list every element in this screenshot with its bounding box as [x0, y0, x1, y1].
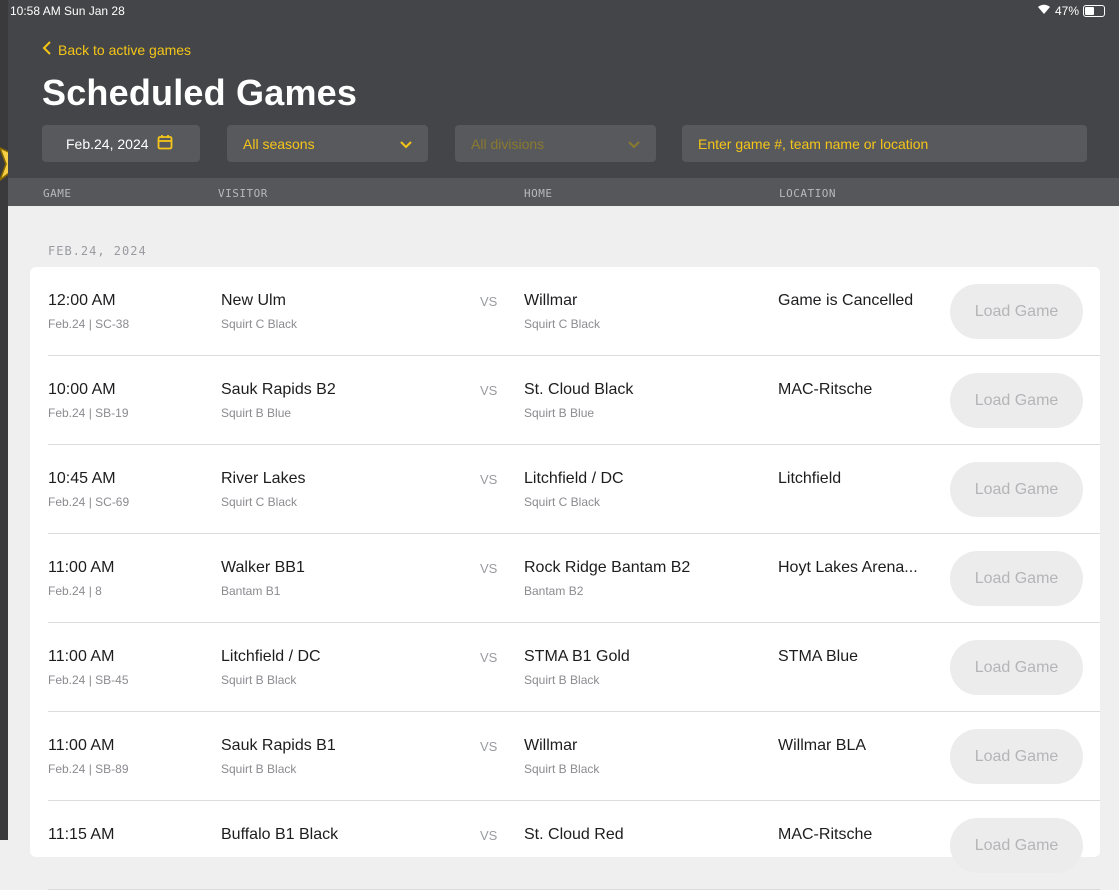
- visitor-division: Squirt B Blue: [221, 406, 292, 420]
- load-game-button[interactable]: Load Game: [950, 729, 1083, 784]
- vs-label: VS: [480, 294, 498, 309]
- game-location: Litchfield: [778, 470, 842, 487]
- game-row: [30, 712, 1100, 801]
- chevron-left-icon: [42, 41, 52, 58]
- game-meta: Feb.24 | 8: [48, 584, 102, 598]
- game-time: 11:00 AM: [48, 648, 115, 665]
- home-division: Squirt C Black: [524, 495, 601, 509]
- game-row: [30, 267, 1100, 356]
- load-game-button[interactable]: Load Game: [950, 640, 1083, 695]
- visitor-team: River Lakes: [221, 470, 306, 487]
- visitor-division: Squirt C Black: [221, 317, 298, 331]
- visitor-team: Walker BB1: [221, 559, 305, 576]
- game-location: STMA Blue: [778, 648, 859, 665]
- battery-percent: 47%: [1054, 4, 1079, 18]
- game-location: Willmar BLA: [778, 737, 867, 754]
- game-row: [30, 534, 1100, 623]
- home-team: Rock Ridge Bantam B2: [524, 559, 691, 576]
- home-division: Squirt B Blue: [524, 406, 595, 420]
- visitor-division: Squirt C Black: [221, 495, 298, 509]
- game-row: [30, 623, 1100, 712]
- calendar-icon: [157, 134, 173, 153]
- vs-label: VS: [480, 650, 498, 665]
- status-indicators: [1037, 4, 1105, 18]
- header: [8, 0, 1119, 206]
- visitor-division: Bantam B1: [221, 584, 281, 598]
- game-meta: Feb.24 | SB-45: [48, 673, 129, 687]
- chevron-down-icon: [400, 136, 412, 152]
- home-team: STMA B1 Gold: [524, 648, 630, 665]
- home-division: Squirt C Black: [524, 317, 601, 331]
- division-select-value: All divisions: [471, 135, 545, 152]
- game-meta: Feb.24 | SB-89: [48, 762, 129, 776]
- home-division: Squirt B Black: [524, 762, 600, 776]
- season-select-value: All seasons: [243, 135, 315, 152]
- game-meta: Feb.24 | SB-19: [48, 406, 129, 420]
- home-division: Squirt B Black: [524, 673, 600, 687]
- status-bar: [8, 4, 1119, 22]
- game-row: [30, 356, 1100, 445]
- season-select[interactable]: [227, 125, 428, 162]
- home-team: Litchfield / DC: [524, 470, 624, 487]
- back-link-label: Back to active games: [58, 41, 192, 58]
- page-title: Scheduled Games: [42, 72, 358, 113]
- date-filter-value: Feb.24, 2024: [66, 135, 149, 152]
- game-location: Game is Cancelled: [778, 292, 914, 309]
- search-placeholder: Enter game #, team name or location: [698, 135, 929, 152]
- vs-label: VS: [480, 828, 498, 843]
- vs-label: VS: [480, 383, 498, 398]
- home-division: Bantam B2: [524, 584, 584, 598]
- game-time: 11:15 AM: [48, 826, 115, 843]
- column-headers: [8, 178, 1119, 206]
- game-location: Hoyt Lakes Arena...: [778, 559, 918, 576]
- visitor-team: New Ulm: [221, 292, 286, 309]
- visitor-team: Sauk Rapids B1: [221, 737, 336, 754]
- games-list: [30, 267, 1100, 857]
- chevron-down-icon: [628, 136, 640, 152]
- vs-label: VS: [480, 472, 498, 487]
- game-meta: Feb.24 | SC-69: [48, 495, 130, 509]
- column-header-home: HOME: [524, 187, 553, 200]
- vs-label: VS: [480, 739, 498, 754]
- division-select[interactable]: [455, 125, 656, 162]
- home-team: Willmar: [524, 737, 578, 754]
- battery-icon: [1083, 5, 1105, 17]
- visitor-division: Squirt B Black: [221, 762, 297, 776]
- visitor-team: Buffalo B1 Black: [221, 826, 339, 843]
- game-time: 12:00 AM: [48, 292, 116, 309]
- game-time: 11:00 AM: [48, 559, 115, 576]
- game-location: MAC-Ritsche: [778, 826, 873, 843]
- load-game-button[interactable]: Load Game: [950, 462, 1083, 517]
- column-header-game: GAME: [43, 187, 72, 200]
- game-time: 11:00 AM: [48, 737, 115, 754]
- search-input[interactable]: [682, 125, 1087, 162]
- column-header-location: LOCATION: [779, 187, 836, 200]
- date-filter[interactable]: [42, 125, 200, 162]
- load-game-button[interactable]: Load Game: [950, 551, 1083, 606]
- device-bezel: [0, 0, 8, 840]
- load-game-button[interactable]: Load Game: [950, 818, 1083, 873]
- home-team: St. Cloud Red: [524, 826, 624, 843]
- visitor-team: Sauk Rapids B2: [221, 381, 336, 398]
- back-link[interactable]: [42, 41, 191, 58]
- game-row: [30, 445, 1100, 534]
- date-section-header: FEB.24, 2024: [48, 244, 147, 258]
- game-row: [30, 801, 1100, 890]
- home-team: Willmar: [524, 292, 578, 309]
- column-header-visitor: VISITOR: [218, 187, 268, 200]
- load-game-button[interactable]: Load Game: [950, 284, 1083, 339]
- visitor-team: Litchfield / DC: [221, 648, 321, 665]
- home-team: St. Cloud Black: [524, 381, 634, 398]
- game-time: 10:00 AM: [48, 381, 116, 398]
- game-location: MAC-Ritsche: [778, 381, 873, 398]
- game-meta: Feb.24 | SC-38: [48, 317, 130, 331]
- load-game-button[interactable]: Load Game: [950, 373, 1083, 428]
- status-time: 10:58 AM Sun Jan 28: [10, 4, 125, 18]
- game-time: 10:45 AM: [48, 470, 116, 487]
- wifi-icon: [1037, 4, 1051, 18]
- vs-label: VS: [480, 561, 498, 576]
- visitor-division: Squirt B Black: [221, 673, 297, 687]
